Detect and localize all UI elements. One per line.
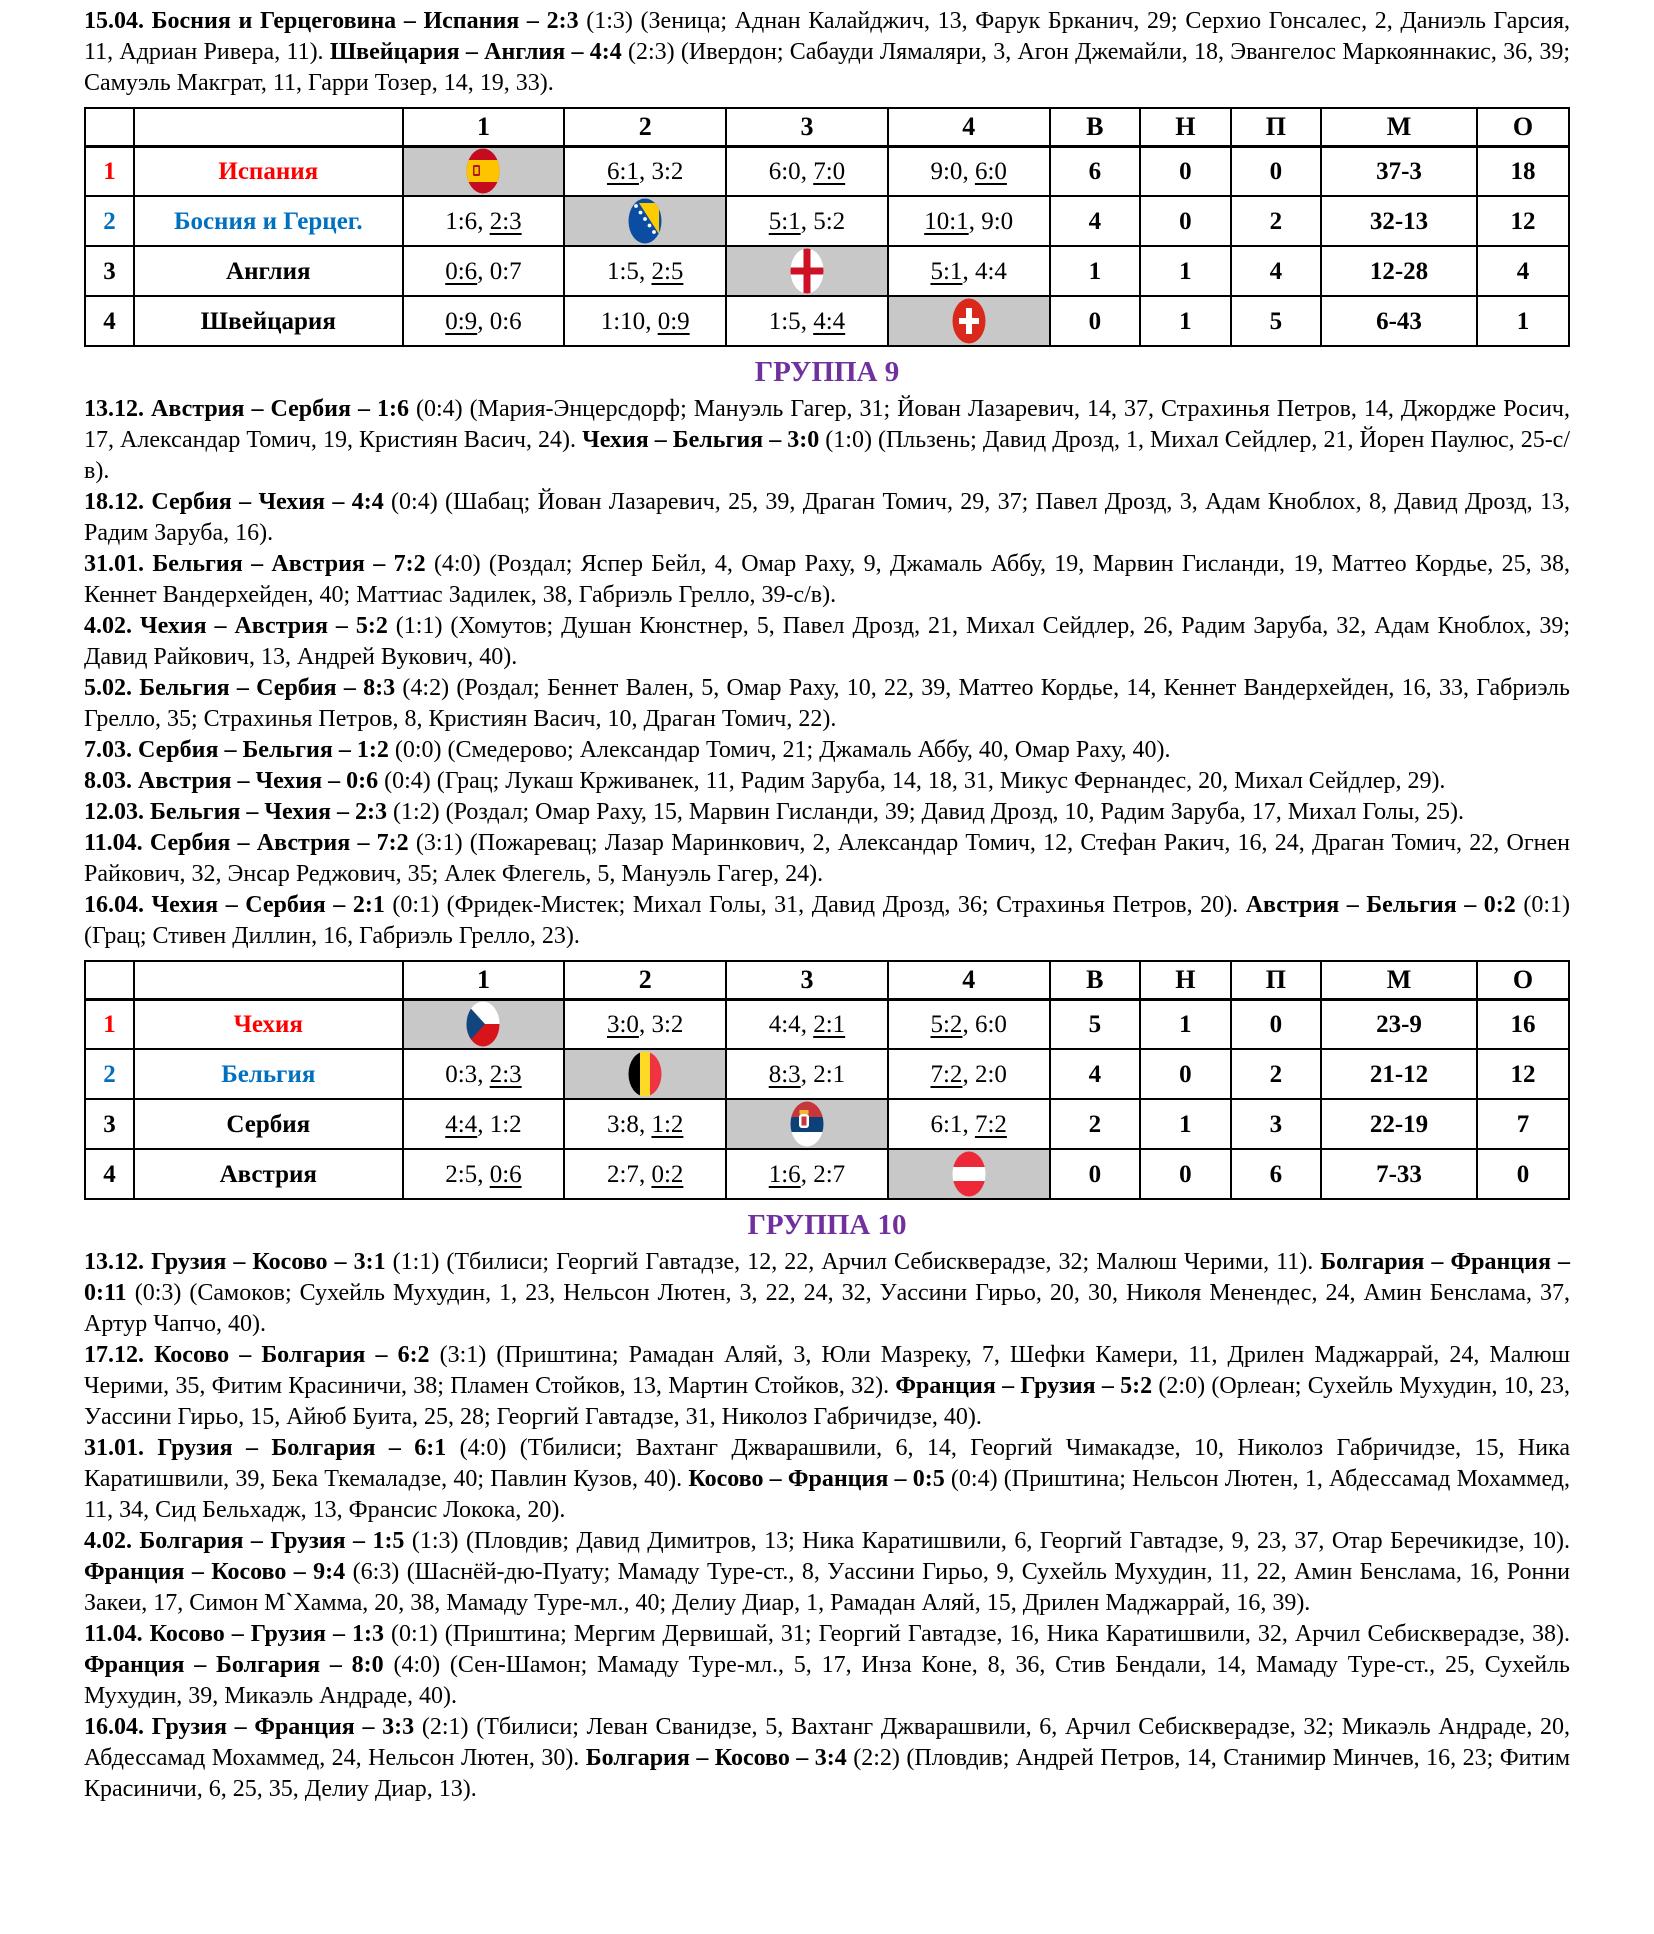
stat-cell: 0 [1231, 146, 1322, 196]
column-header: О [1477, 108, 1569, 146]
column-header: 4 [888, 108, 1050, 146]
stat-cell: 16 [1477, 999, 1569, 1049]
spain-flag-icon [466, 148, 500, 194]
stat-cell: 2 [1050, 1099, 1141, 1149]
stat-cell: 0 [1050, 296, 1141, 346]
rank-cell: 1 [85, 146, 134, 196]
column-header: 2 [564, 108, 726, 146]
result-paragraph: 7.03. Сербия – Бельгия – 1:2 (0:0) (Смедерово; Александар Томич, 21; Джамаль Аббу, 40, Омар Раху, 40). [84, 737, 1171, 763]
rank-cell: 3 [85, 246, 134, 296]
stat-cell: 0 [1477, 1149, 1569, 1199]
flag-cell [403, 999, 565, 1049]
stat-cell: 4 [1050, 1049, 1141, 1099]
stat-cell: 37-3 [1321, 146, 1477, 196]
column-header: М [1321, 961, 1477, 999]
stat-cell: 1 [1140, 296, 1231, 346]
stat-cell: 21-12 [1321, 1049, 1477, 1099]
austria-flag-icon [952, 1151, 986, 1197]
column-header: П [1231, 108, 1322, 146]
england-flag-icon [790, 248, 824, 294]
group-10-match-results [84, 1247, 1570, 1805]
flag-cell [726, 1099, 888, 1149]
result-paragraph: 16.04. Чехия – Сербия – 2:1 (0:1) (Фридек-Мистек; Михал Голы, 31, Давид Дрозд, 36; Страхинья Петров, 20). Австрия – Бельгия – 0:2 (0:1) (Грац; Стивен Диллин, 16, Габриэль Грелло, 23). [84, 892, 1571, 949]
score-cell: 5:1, 5:2 [726, 196, 888, 246]
result-paragraph: 5.02. Бельгия – Сербия – 8:3 (4:2) (Роздал; Беннет Вален, 5, Омар Раху, 10, 22, 39, Маттео Кордье, 14, Кеннет Вандерхейден, 16, 33, Габриэль Грелло, 35; Страхинья Петров, 8, Кристиян Васич, 10, Драган Томич, 22). [84, 675, 1570, 732]
table-row [85, 146, 1569, 196]
column-header: 3 [726, 961, 888, 999]
column-header [85, 108, 134, 146]
result-paragraph: 11.04. Сербия – Австрия – 7:2 (3:1) (Пожаревац; Лазар Маринкович, 2, Александар Томич, 12, Стефан Ракич, 16, 24, Драган Томич, 22, Огнен Райкович, 32, Энсар Реджович, 35; Алек Флегель, 5, Мануэль Гагер, 24). [84, 830, 1571, 887]
score-cell: 6:1, 3:2 [564, 146, 726, 196]
table-row [85, 196, 1569, 246]
stat-cell: 22-19 [1321, 1099, 1477, 1149]
score-cell: 5:1, 4:4 [888, 246, 1050, 296]
team-name-cell: Бельгия [134, 1049, 403, 1099]
stat-cell: 1 [1140, 999, 1231, 1049]
stat-cell: 7 [1477, 1099, 1569, 1149]
team-name-cell: Сербия [134, 1099, 403, 1149]
stat-cell: 5 [1231, 296, 1322, 346]
stat-cell: 7-33 [1321, 1149, 1477, 1199]
result-paragraph: 31.01. Грузия – Болгария – 6:1 (4:0) (Тбилиси; Вахтанг Джварашвили, 6, 14, Георгий Чимакадзе, 10, Николоз Габричидзе, 15, Ника Каратишвили, 39, Бека Ткемаладзе, 40; Павлин Кузов, 40). Косово – Франция – 0:5 (0:4) (Приштина; Нельсон Лютен, 1, Абдессамад Мохаммед, 11, 34, Сид Бельхадж, 13, Франсис Локока, 20). [84, 1435, 1570, 1523]
result-paragraph: 17.12. Косово – Болгария – 6:2 (3:1) (Приштина; Рамадан Аляй, 3, Юли Мазреку, 7, Шефки Камери, 11, Дрилен Маджаррай, 24, Малюш Черими, 35, Фитим Красиничи, 38; Пламен Стойков, 13, Мартин Стойков, 32). Франция – Грузия – 5:2 (2:0) (Орлеан; Сухейль Мухудин, 10, 23, Уассини Гирьо, 15, Айюб Буита, 25, 28; Георгий Гавтадзе, 31, Николоз Габричидзе, 40). [84, 1342, 1571, 1430]
score-cell: 0:6, 0:7 [403, 246, 565, 296]
stat-cell: 18 [1477, 146, 1569, 196]
column-header: В [1050, 108, 1141, 146]
result-paragraph: 12.03. Бельгия – Чехия – 2:3 (1:2) (Роздал; Омар Раху, 15, Марвин Гисланди, 39; Давид Дрозд, 10, Радим Заруба, 17, Михал Голы, 25). [84, 799, 1464, 825]
rank-cell: 1 [85, 999, 134, 1049]
stat-cell: 0 [1140, 1049, 1231, 1099]
column-header: П [1231, 961, 1322, 999]
flag-cell [564, 1049, 726, 1099]
column-header: 2 [564, 961, 726, 999]
czech-flag-icon [466, 1001, 500, 1047]
table-row [85, 246, 1569, 296]
stat-cell: 0 [1140, 146, 1231, 196]
result-paragraph: 16.04. Грузия – Франция – 3:3 (2:1) (Тбилиси; Леван Сванидзе, 5, Вахтанг Джварашвили, 6, Арчил Себискверадзе, 32; Микаэль Андраде, 20, Абдессамад Мохаммед, 24, Нельсон Лютен, 30). Болгария – Косово – 3:4 (2:2) (Пловдив; Андрей Петров, 14, Станимир Минчев, 16, 23; Фитим Красиничи, 6, 25, 35, Делиу Диар, 13). [84, 1714, 1571, 1802]
table-row [85, 296, 1569, 346]
table-row [85, 999, 1569, 1049]
stat-cell: 1 [1140, 1099, 1231, 1149]
standings-table-1 [84, 107, 1570, 347]
flag-cell [888, 296, 1050, 346]
score-cell: 7:2, 2:0 [888, 1049, 1050, 1099]
switzerland-flag-icon [952, 298, 986, 344]
column-header: М [1321, 108, 1477, 146]
result-paragraph: 4.02. Болгария – Грузия – 1:5 (1:3) (Пловдив; Давид Димитров, 13; Ника Каратишвили, 6, Георгий Гавтадзе, 9, 23, 37, Отар Беречикидзе, 10). Франция – Косово – 9:4 (6:3) (Шаснёй-дю-Пуату; Мамаду Туре-ст., 8, Уассини Гирьо, 9, Сухейль Мухудин, 11, 22, Амин Бенслама, 16, Ронни Закеи, 17, Симон М`Хамма, 20, 38, Мамаду Туре-мл., 40; Делиу Диар, 1, Рамадан Аляй, 15, Дрилен Маджаррай, 16, 39). [84, 1528, 1571, 1616]
stat-cell: 32-13 [1321, 196, 1477, 246]
stat-cell: 0 [1050, 1149, 1141, 1199]
stat-cell: 0 [1140, 1149, 1231, 1199]
score-cell: 2:7, 0:2 [564, 1149, 726, 1199]
team-name-cell: Чехия [134, 999, 403, 1049]
score-cell: 3:8, 1:2 [564, 1099, 726, 1149]
stat-cell: 4 [1477, 246, 1569, 296]
stat-cell: 3 [1231, 1099, 1322, 1149]
column-header: Н [1140, 108, 1231, 146]
result-paragraph: 13.12. Австрия – Сербия – 1:6 (0:4) (Мария-Энцерсдорф; Мануэль Гагер, 31; Йован Лазаревич, 14, 37, Страхинья Петров, 14, Джордже Росич, 17, Александар Томич, 19, Кристиян Васич, 24). Чехия – Бельгия – 3:0 (1:0) (Пльзень; Давид Дрозд, 1, Михал Сейдлер, 21, Йорен Паулюс, 25-с/в). [84, 396, 1571, 484]
stat-cell: 1 [1477, 296, 1569, 346]
column-header: О [1477, 961, 1569, 999]
stat-cell: 6 [1050, 146, 1141, 196]
flag-cell [403, 146, 565, 196]
score-cell: 8:3, 2:1 [726, 1049, 888, 1099]
score-cell: 9:0, 6:0 [888, 146, 1050, 196]
column-header: 3 [726, 108, 888, 146]
result-paragraph: 8.03. Австрия – Чехия – 0:6 (0:4) (Грац; Лукаш Крживанек, 11, Радим Заруба, 14, 18, 31, Микус Фернандес, 20, Михал Сейдлер, 29). [84, 768, 1446, 794]
column-header: 1 [403, 961, 565, 999]
score-cell: 4:4, 1:2 [403, 1099, 565, 1149]
flag-cell [726, 246, 888, 296]
standings-table-2 [84, 960, 1570, 1200]
stat-cell: 12 [1477, 196, 1569, 246]
score-cell: 3:0, 3:2 [564, 999, 726, 1049]
result-paragraph: 11.04. Косово – Грузия – 1:3 (0:1) (Приштина; Мергим Дервишай, 31; Георгий Гавтадзе, 16, Ника Каратишвили, 32, Арчил Себискверадзе, 38). Франция – Болгария – 8:0 (4:0) (Сен-Шамон; Мамаду Туре-мл., 5, 17, Инза Коне, 8, 36, Стив Бендали, 14, Мамаду Туре-ст., 25, Сухейль Мухудин, 39, Микаэль Андраде, 40). [84, 1621, 1570, 1709]
team-name-cell: Австрия [134, 1149, 403, 1199]
table-row [85, 1049, 1569, 1099]
column-header [85, 961, 134, 999]
score-cell: 1:5, 2:5 [564, 246, 726, 296]
serbia-flag-icon [790, 1101, 824, 1147]
score-cell: 10:1, 9:0 [888, 196, 1050, 246]
stat-cell: 4 [1231, 246, 1322, 296]
column-header: 1 [403, 108, 565, 146]
score-cell: 0:3, 2:3 [403, 1049, 565, 1099]
score-cell: 1:6, 2:3 [403, 196, 565, 246]
rank-cell: 2 [85, 1049, 134, 1099]
rank-cell: 3 [85, 1099, 134, 1149]
group-10-title: ГРУППА 10 [747, 1209, 907, 1241]
score-cell: 6:1, 7:2 [888, 1099, 1050, 1149]
result-paragraph: 15.04. Босния и Герцеговина – Испания – 2:3 (1:3) (Зеница; Аднан Калайджич, 13, Фарук Брканич, 29; Серхио Гонсалес, 2, Даниэль Гарсия, 11, Адриан Ривера, 11). Швейцария – Англия – 4:4 (2:3) (Ивердон; Сабауди Лямаляри, 3, Агон Джемайли, 18, Эвангелос Маркояннакис, 36, 39; Самуэль Макграт, 11, Гарри Тозер, 14, 19, 33). [84, 8, 1570, 96]
result-paragraph: 13.12. Грузия – Косово – 3:1 (1:1) (Тбилиси; Георгий Гавтадзе, 12, 22, Арчил Себискверадзе, 32; Малюш Черими, 11). Болгария – Франция – 0:11 (0:3) (Самоков; Сухейль Мухудин, 1, 23, Нельсон Лютен, 3, 22, 24, 32, Уассини Гирьо, 20, 30, Николя Менендес, 24, Амин Бенслама, 37, Артур Чапчо, 40). [84, 1249, 1570, 1337]
rank-cell: 2 [85, 196, 134, 246]
table-row [85, 1149, 1569, 1199]
stat-cell: 1 [1050, 246, 1141, 296]
score-cell: 2:5, 0:6 [403, 1149, 565, 1199]
score-cell: 1:5, 4:4 [726, 296, 888, 346]
result-paragraph: 18.12. Сербия – Чехия – 4:4 (0:4) (Шабац; Йован Лазаревич, 25, 39, Драган Томич, 29, 37; Павел Дрозд, 3, Адам Кноблох, 8, Давид Дрозд, 13, Радим Заруба, 16). [84, 489, 1571, 546]
score-cell: 6:0, 7:0 [726, 146, 888, 196]
column-header: Н [1140, 961, 1231, 999]
stat-cell: 23-9 [1321, 999, 1477, 1049]
column-header: В [1050, 961, 1141, 999]
team-name-cell: Босния и Герцег. [134, 196, 403, 246]
stat-cell: 6-43 [1321, 296, 1477, 346]
group-9-match-results [84, 394, 1570, 952]
score-cell: 1:6, 2:7 [726, 1149, 888, 1199]
column-header [134, 108, 403, 146]
stat-cell: 0 [1140, 196, 1231, 246]
belgium-flag-icon [628, 1051, 662, 1097]
team-name-cell: Испания [134, 146, 403, 196]
flag-cell [888, 1149, 1050, 1199]
flag-cell [564, 196, 726, 246]
rank-cell: 4 [85, 296, 134, 346]
team-name-cell: Швейцария [134, 296, 403, 346]
column-header [134, 961, 403, 999]
bosnia-flag-icon [628, 198, 662, 244]
intro-match-results [84, 6, 1570, 99]
stat-cell: 0 [1231, 999, 1322, 1049]
team-name-cell: Англия [134, 246, 403, 296]
stat-cell: 4 [1050, 196, 1141, 246]
result-paragraph: 4.02. Чехия – Австрия – 5:2 (1:1) (Хомутов; Душан Кюнстнер, 5, Павел Дрозд, 21, Михал Сейдлер, 26, Радим Заруба, 32, Адам Кноблох, 39; Давид Райкович, 13, Андрей Вукович, 40). [84, 613, 1570, 670]
score-cell: 0:9, 0:6 [403, 296, 565, 346]
column-header: 4 [888, 961, 1050, 999]
score-cell: 5:2, 6:0 [888, 999, 1050, 1049]
stat-cell: 12 [1477, 1049, 1569, 1099]
table-row [85, 1099, 1569, 1149]
stat-cell: 6 [1231, 1149, 1322, 1199]
score-cell: 1:10, 0:9 [564, 296, 726, 346]
group-9-title: ГРУППА 9 [754, 356, 900, 388]
rank-cell: 4 [85, 1149, 134, 1199]
stat-cell: 2 [1231, 196, 1322, 246]
result-paragraph: 31.01. Бельгия – Австрия – 7:2 (4:0) (Роздал; Яспер Бейл, 4, Омар Раху, 9, Джамаль Аббу, 19, Марвин Гисланди, 19, Маттео Кордье, 25, 38, Кеннет Вандерхейден, 40; Маттиас Задилек, 38, Габриэль Грелло, 39-с/в). [84, 551, 1571, 608]
stat-cell: 2 [1231, 1049, 1322, 1099]
stat-cell: 12-28 [1321, 246, 1477, 296]
stat-cell: 1 [1140, 246, 1231, 296]
stat-cell: 5 [1050, 999, 1141, 1049]
score-cell: 4:4, 2:1 [726, 999, 888, 1049]
